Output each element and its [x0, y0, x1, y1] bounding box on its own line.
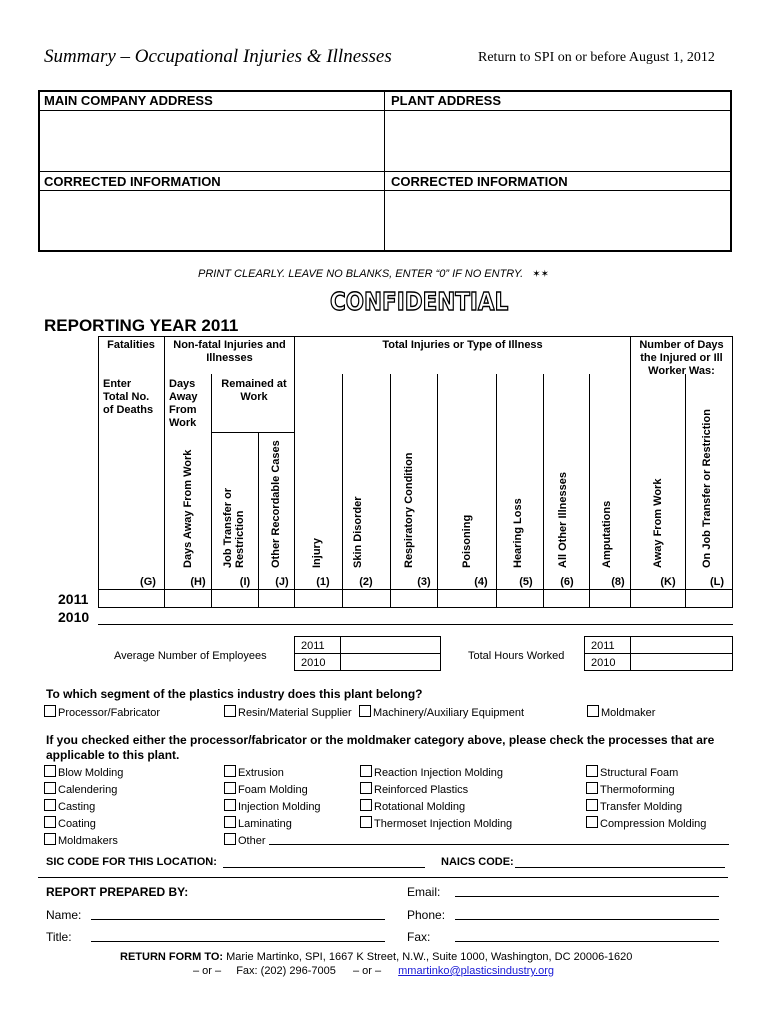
segment-option-moldmaker[interactable]: Moldmaker: [587, 705, 655, 719]
naics-code-label: NAICS CODE:: [441, 856, 514, 868]
enter-total-deaths: Enter Total No. of Deaths: [103, 378, 154, 416]
process-moldmakers[interactable]: Moldmakers: [44, 833, 118, 847]
main-company-address-label: MAIN COMPANY ADDRESS: [44, 93, 213, 108]
process-blow-molding[interactable]: Blow Molding: [44, 765, 123, 779]
checkbox[interactable]: [224, 816, 236, 828]
checkbox[interactable]: [44, 833, 56, 845]
checkbox[interactable]: [224, 765, 236, 777]
process-laminating[interactable]: Laminating: [224, 816, 292, 830]
plant-address-label: PLANT ADDRESS: [391, 93, 502, 108]
return-form-address: Marie Martinko, SPI, 1667 K Street, N.W., Suite 1000, Washington, DC 20006-1620: [226, 951, 633, 963]
or-separator: – or –: [193, 965, 222, 977]
checkbox[interactable]: [44, 816, 56, 828]
segment-option-processor[interactable]: Processor/Fabricator: [44, 705, 160, 719]
col-l-label: On Job Transfer or Restriction: [701, 409, 713, 568]
phone-input[interactable]: [455, 907, 719, 920]
checkbox[interactable]: [44, 765, 56, 777]
col-h-label: Days Away From Work: [182, 449, 194, 568]
checkbox[interactable]: [586, 799, 598, 811]
checkbox[interactable]: [586, 782, 598, 794]
checkbox[interactable]: [224, 833, 236, 845]
corrected-plant-address-field[interactable]: [386, 192, 730, 250]
checkbox[interactable]: [360, 765, 372, 777]
col-code: (K): [660, 576, 676, 588]
col-i-label: Job Transfer or Restriction: [222, 487, 246, 568]
employees-2010-input[interactable]: [341, 654, 439, 669]
name-input[interactable]: [91, 907, 385, 920]
table-row-2010[interactable]: [99, 608, 732, 624]
corrected-info-left-label: CORRECTED INFORMATION: [44, 174, 221, 189]
checkbox[interactable]: [44, 799, 56, 811]
checkbox[interactable]: [44, 705, 56, 717]
col-k-label: Away From Work: [652, 478, 664, 568]
form-title: Summary – Occupational Injuries & Illnesses: [44, 46, 392, 67]
process-extrusion[interactable]: Extrusion: [224, 765, 284, 779]
or-separator: – or –: [352, 965, 382, 977]
checkbox[interactable]: [587, 705, 599, 717]
process-thermoset-injection-molding[interactable]: Thermoset Injection Molding: [360, 816, 512, 830]
col-code: (3): [417, 576, 431, 588]
col-5-label: Hearing Loss: [512, 498, 524, 568]
col-code: (L): [709, 576, 725, 588]
col-code: (H): [190, 576, 206, 588]
col-code: (I): [239, 576, 251, 588]
col-code: (8): [611, 576, 625, 588]
email-input[interactable]: [455, 884, 719, 897]
checkbox[interactable]: [360, 782, 372, 794]
number-of-days-header: Number of Days the Injured or Ill Worker Was:: [639, 339, 724, 377]
col-8-label: Amputations: [601, 500, 613, 568]
process-coating[interactable]: Coating: [44, 816, 96, 830]
employees-2011-input[interactable]: [341, 637, 439, 652]
return-form-fax: Fax: (202) 296-7005: [236, 965, 336, 977]
fax-input[interactable]: [455, 929, 719, 942]
return-form-line: [120, 951, 632, 963]
address-header-rule: [38, 110, 732, 111]
remained-at-work-subheader: Remained at Work: [221, 378, 287, 403]
return-deadline: Return to SPI on or before August 1, 2012: [478, 50, 715, 65]
checkbox[interactable]: [224, 705, 236, 717]
prepared-by-heading: REPORT PREPARED BY:: [46, 885, 189, 899]
processes-question: If you checked either the processor/fabricator or the moldmaker category above, please check the processes that are applicable to this plant.: [46, 733, 715, 762]
process-thermoforming[interactable]: Thermoforming: [586, 782, 675, 796]
checkbox[interactable]: [224, 799, 236, 811]
section-divider: [38, 877, 728, 878]
process-other-input[interactable]: [269, 832, 729, 845]
phone-label: Phone:: [407, 908, 446, 922]
address-middle-rule: [38, 171, 732, 172]
col-4-label: Poisoning: [461, 514, 473, 568]
main-company-address-field[interactable]: [40, 112, 382, 170]
checkbox[interactable]: [360, 799, 372, 811]
col-code: (6): [560, 576, 574, 588]
checkbox[interactable]: [586, 816, 598, 828]
segment-question: To which segment of the plastics industry does this plant belong?: [46, 687, 423, 701]
process-structural-foam[interactable]: Structural Foam: [586, 765, 678, 779]
col-code: (J): [275, 576, 289, 588]
return-form-label: RETURN FORM TO:: [120, 951, 224, 963]
checkbox[interactable]: [360, 816, 372, 828]
reporting-year: REPORTING YEAR 2011: [44, 316, 239, 335]
checkbox[interactable]: [359, 705, 371, 717]
col-code: (1): [316, 576, 330, 588]
total-hours-label: Total Hours Worked: [468, 650, 565, 662]
days-away-subheader: Days Away From Work: [169, 378, 198, 429]
process-calendering[interactable]: Calendering: [44, 782, 117, 796]
col-1-label: Injury: [311, 538, 323, 568]
sic-code-input[interactable]: [223, 855, 425, 868]
checkbox[interactable]: [44, 782, 56, 794]
employees-year-2010: 2010: [301, 657, 326, 669]
col-code: (4): [474, 576, 488, 588]
avg-employees-label: Average Number of Employees: [114, 650, 267, 662]
table-row-2011[interactable]: [99, 590, 732, 606]
hours-2010-input[interactable]: [631, 654, 731, 669]
process-reaction-injection-molding[interactable]: Reaction Injection Molding: [360, 765, 503, 779]
process-reinforced-plastics[interactable]: Reinforced Plastics: [360, 782, 468, 796]
nonfatal-header: Non-fatal Injuries and Illnesses: [173, 339, 286, 364]
process-injection-molding[interactable]: Injection Molding: [224, 799, 321, 813]
row-year-2010: 2010: [58, 609, 90, 625]
return-form-email-link[interactable]: mmartinko@plasticsindustry.org: [398, 965, 554, 977]
checkbox[interactable]: [586, 765, 598, 777]
col-3-label: Respiratory Condition: [403, 452, 415, 568]
sic-code-label: SIC CODE FOR THIS LOCATION:: [46, 856, 217, 868]
process-rotational-molding[interactable]: Rotational Molding: [360, 799, 465, 813]
col-code: (G): [140, 576, 156, 588]
col-code: (5): [519, 576, 533, 588]
process-transfer-molding[interactable]: Transfer Molding: [586, 799, 682, 813]
process-other[interactable]: Other: [224, 833, 266, 847]
process-compression-molding[interactable]: Compression Molding: [586, 816, 706, 830]
corrected-company-address-field[interactable]: [40, 192, 382, 250]
row-year-2011: 2011: [58, 591, 89, 607]
process-foam-molding[interactable]: Foam Molding: [224, 782, 308, 796]
col-code: (2): [359, 576, 373, 588]
checkbox[interactable]: [224, 782, 236, 794]
print-clearly-instruction: [198, 268, 549, 280]
employees-year-2011: 2011: [301, 640, 325, 652]
segment-option-machinery[interactable]: Machinery/Auxiliary Equipment: [359, 705, 524, 719]
star-icons: ✶✶: [532, 269, 550, 280]
col-2-label: Skin Disorder: [352, 496, 364, 568]
hours-year-2010: 2010: [591, 657, 616, 669]
title-label: Title:: [46, 930, 72, 944]
confidential-stamp: CONFIDENTIAL: [330, 287, 509, 316]
plant-address-field[interactable]: [386, 112, 730, 170]
hours-2011-input[interactable]: [631, 637, 731, 652]
total-injuries-header: Total Injuries or Type of Illness: [382, 339, 543, 351]
fax-label: Fax:: [407, 930, 431, 944]
fatalities-header: Fatalities: [107, 339, 155, 351]
title-input[interactable]: [91, 929, 385, 942]
print-clearly-text: PRINT CLEARLY. LEAVE NO BLANKS, ENTER “0” IF NO ENTRY.: [198, 268, 524, 280]
email-label: Email:: [407, 885, 441, 899]
segment-option-resin[interactable]: Resin/Material Supplier: [224, 705, 352, 719]
return-form-contact-line: [193, 965, 554, 977]
col-j-label: Other Recordable Cases: [270, 440, 282, 568]
naics-code-input[interactable]: [515, 855, 725, 868]
col-6-label: All Other Illnesses: [557, 472, 569, 568]
hours-year-2011: 2011: [591, 640, 615, 652]
corrected-info-right-label: CORRECTED INFORMATION: [391, 174, 568, 189]
process-casting[interactable]: Casting: [44, 799, 95, 813]
name-label: Name:: [46, 908, 82, 922]
corrected-header-rule: [38, 190, 732, 191]
